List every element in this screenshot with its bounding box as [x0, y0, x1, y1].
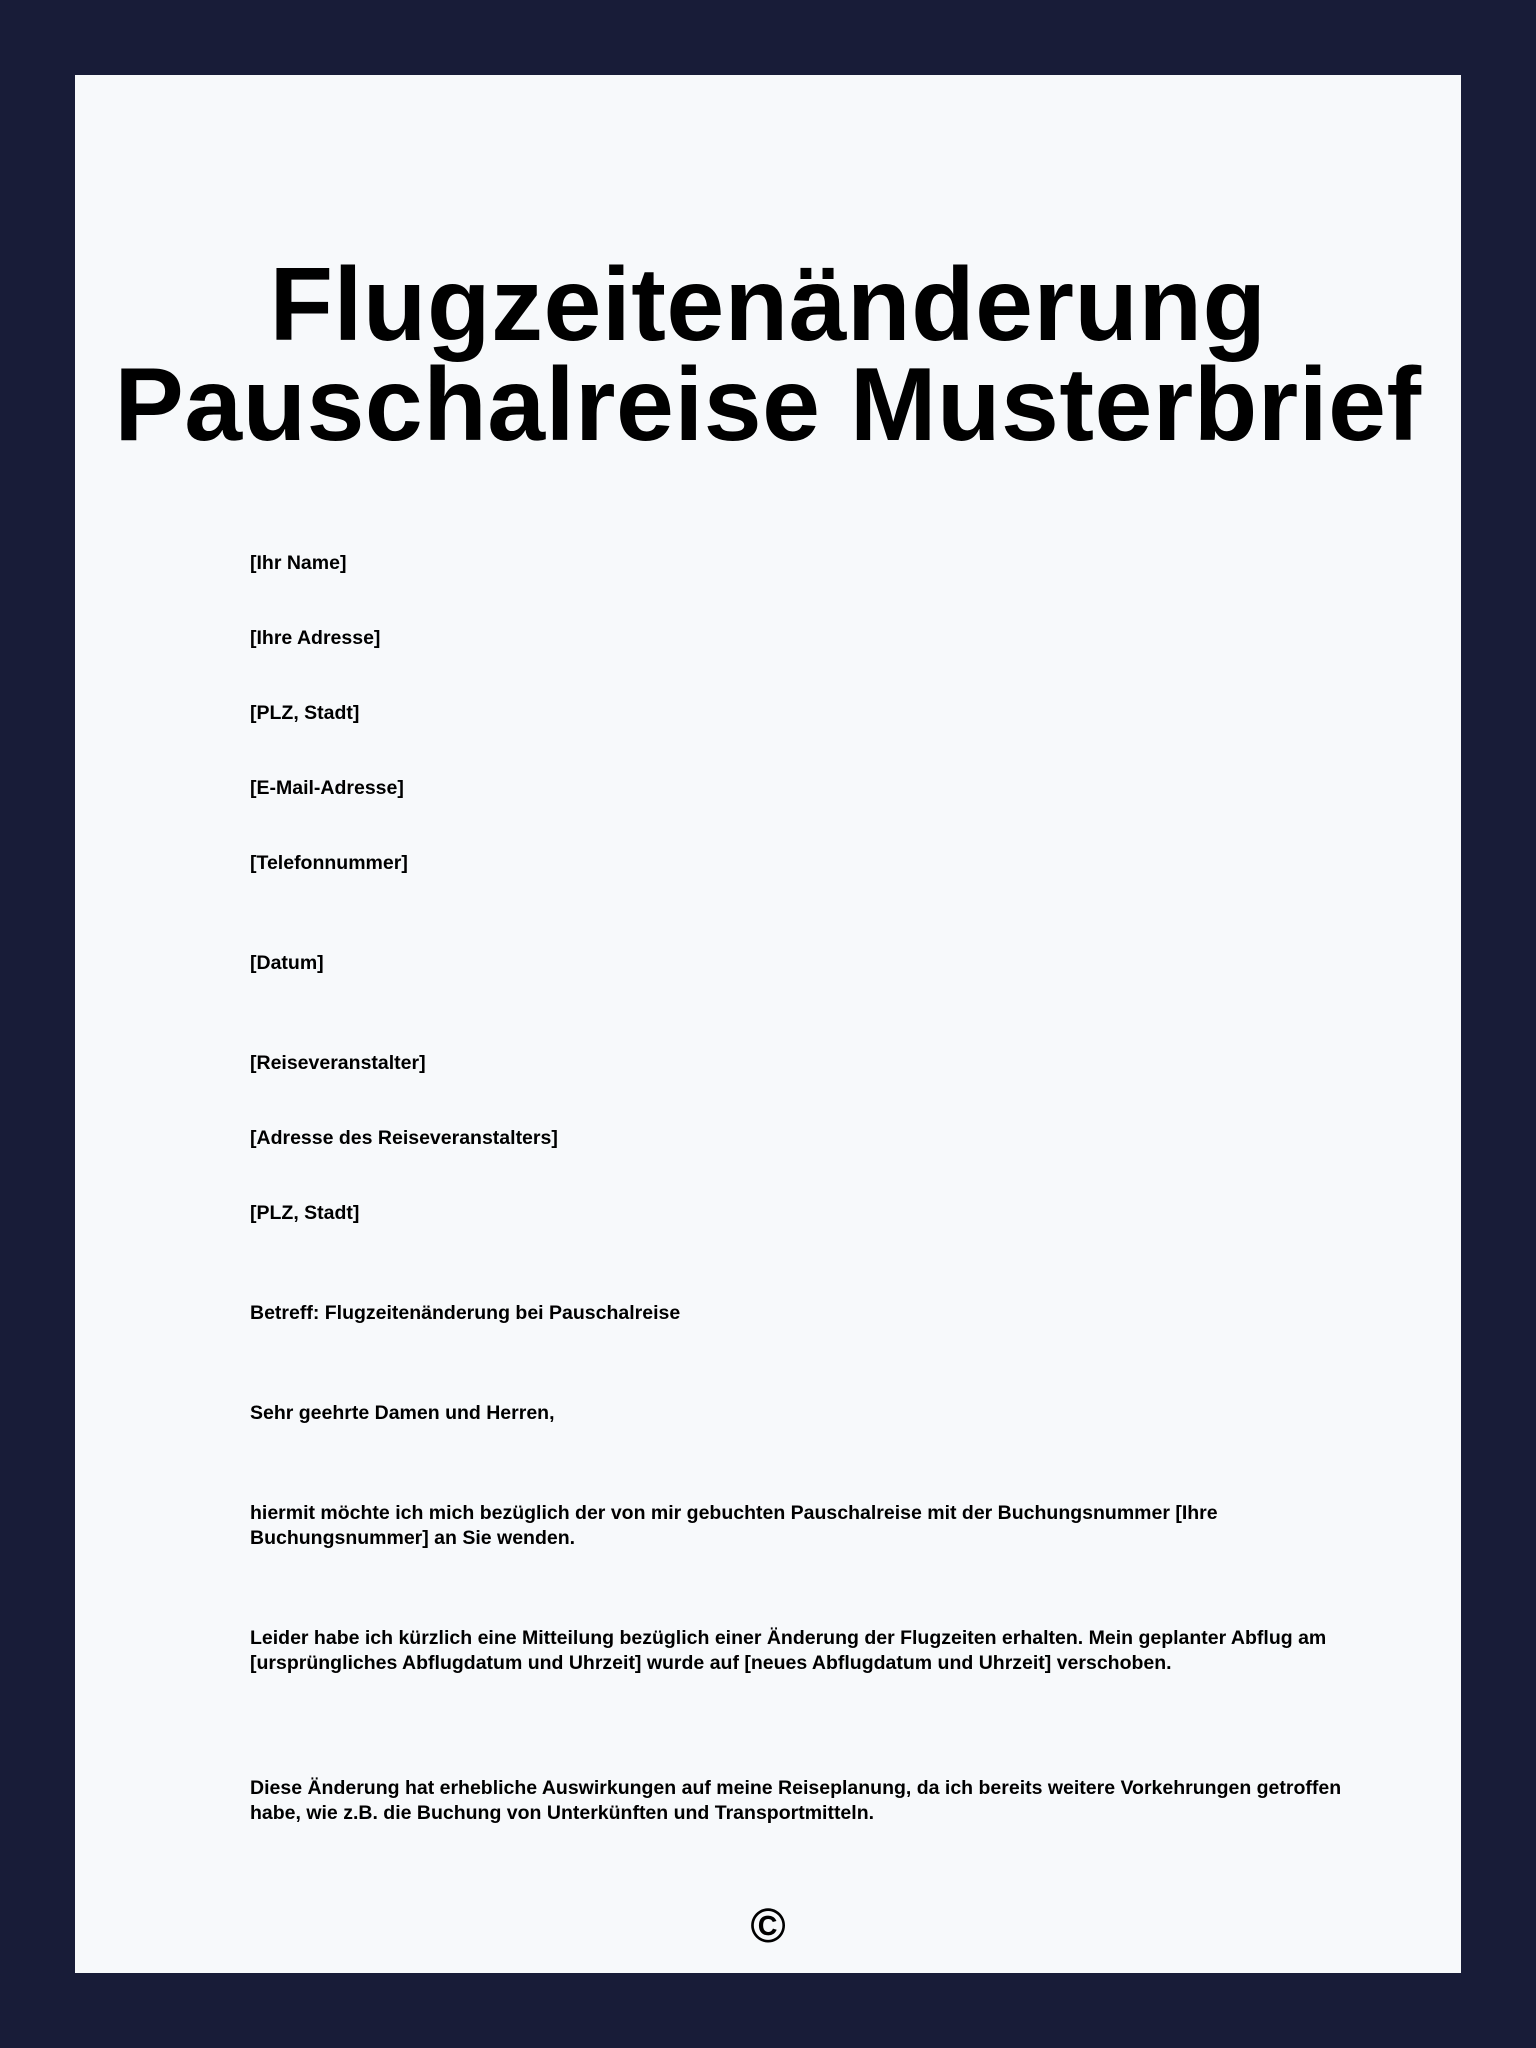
sender-phone: [Telefonnummer] — [250, 852, 408, 874]
sender-name: [Ihr Name] — [250, 552, 347, 574]
document-title-line-2: Pauschalreise Musterbrief — [114, 347, 1422, 463]
document-title-line-1: Flugzeitenänderung — [269, 247, 1267, 363]
sender-city: [PLZ, Stadt] — [250, 702, 360, 724]
copyright-icon: © — [750, 1900, 786, 1953]
letter-subject: Betreff: Flugzeitenänderung bei Pauschalreise — [250, 1302, 681, 1324]
sender-email: [E-Mail-Adresse] — [250, 777, 404, 799]
letter-date: [Datum] — [250, 952, 324, 974]
document-title — [75, 247, 1461, 463]
letter-paragraph-3: Diese Änderung hat erhebliche Auswirkungen auf meine Reiseplanung, da ich bereits weitere Vorkehrungen getroffen habe, wie z.B. die Buchung von Unterkünften und Transportmitteln. — [250, 1777, 1342, 1824]
letter-salutation: Sehr geehrte Damen und Herren, — [250, 1402, 555, 1424]
letter-paragraph-1: hiermit möchte ich mich bezüglich der von mir gebuchten Pauschalreise mit der Buchungsnummer [Ihre Buchungsnummer] an Sie wenden. — [250, 1502, 1218, 1549]
letter-page — [75, 75, 1461, 1973]
recipient-name: [Reiseveranstalter] — [250, 1052, 426, 1074]
recipient-address: [Adresse des Reiseveranstalters] — [250, 1127, 558, 1149]
sender-address: [Ihre Adresse] — [250, 627, 381, 649]
recipient-city: [PLZ, Stadt] — [250, 1202, 360, 1224]
letter-paragraph-2: Leider habe ich kürzlich eine Mitteilung bezüglich einer Änderung der Flugzeiten erhalten. Mein geplanter Abflug am [ursprüngliches Abflugdatum und Uhrzeit] wurde auf [neues Abflugdatum und Uhrzeit] verschoben. — [250, 1627, 1327, 1674]
